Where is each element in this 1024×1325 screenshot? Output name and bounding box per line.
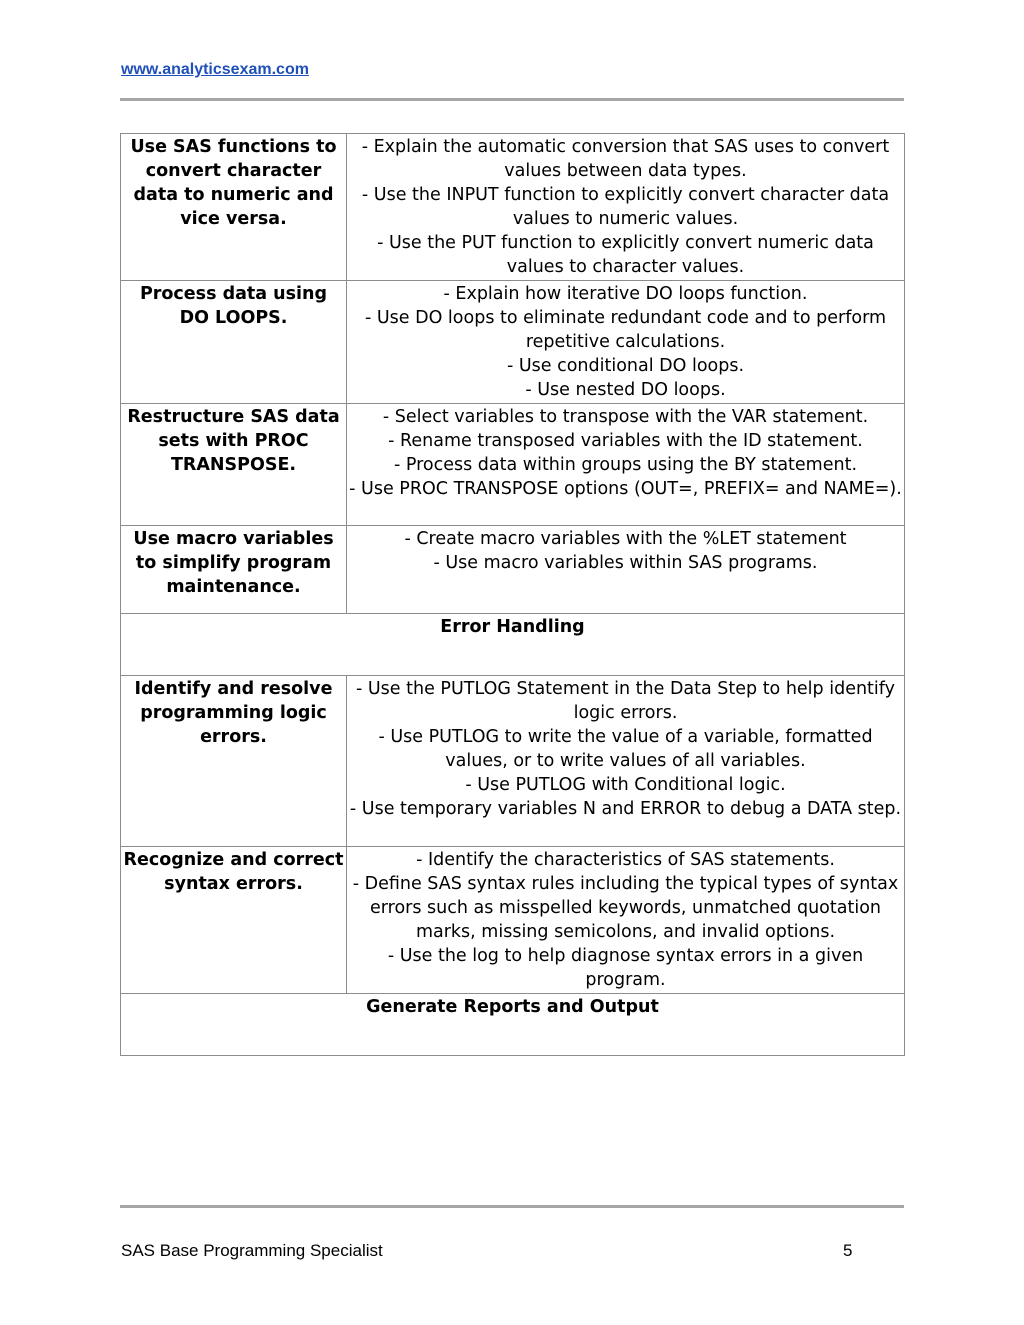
- topic-cell: Use macro variables to simplify program maintenance.: [121, 526, 347, 614]
- details-cell: [347, 404, 905, 526]
- exam-objectives-table: [120, 133, 905, 1056]
- details-cell: [347, 134, 905, 281]
- section-row: [121, 614, 905, 676]
- detail-item: - Create macro variables with the %LET statement: [404, 529, 847, 549]
- topic-cell: Recognize and correct syntax errors.: [121, 847, 347, 994]
- detail-item: - Define SAS syntax rules including the typical types of syntax errors such as misspelled keywords, unmatched quotation marks, missing semicolons, and invalid options.: [352, 874, 899, 942]
- detail-item: - Use the PUTLOG Statement in the Data Step to help identify logic errors.: [356, 679, 895, 723]
- detail-item: - Select variables to transpose with the VAR statement.: [382, 407, 869, 427]
- detail-item: - Use the PUT function to explicitly convert numeric data values to character values.: [377, 233, 874, 277]
- table-row: [121, 847, 905, 994]
- detail-item: - Use temporary variables N and ERROR to debug a DATA step.: [349, 799, 902, 819]
- detail-item: - Use conditional DO loops.: [506, 356, 745, 376]
- detail-item: - Explain how iterative DO loops function.: [443, 284, 808, 304]
- details-cell: [347, 847, 905, 994]
- detail-item: - Use PROC TRANSPOSE options (OUT=, PREFIX= and NAME=).: [349, 479, 902, 499]
- section-heading-reports: Generate Reports and Output: [121, 994, 905, 1056]
- website-link[interactable]: www.analyticsexam.com: [121, 61, 309, 78]
- detail-item: - Use the log to help diagnose syntax errors in a given program.: [387, 946, 864, 990]
- section-heading-error-handling: Error Handling: [121, 614, 905, 676]
- detail-item: - Use nested DO loops.: [525, 380, 726, 400]
- details-cell: [347, 676, 905, 847]
- footer-divider: [120, 1205, 904, 1208]
- detail-item: - Rename transposed variables with the ID statement.: [388, 431, 863, 451]
- topic-cell: Restructure SAS data sets with PROC TRANSPOSE.: [121, 404, 347, 526]
- detail-item: - Use DO loops to eliminate redundant code and to perform repetitive calculations.: [364, 308, 887, 352]
- table-row: [121, 526, 905, 614]
- table-row: [121, 676, 905, 847]
- detail-item: - Use PUTLOG with Conditional logic.: [465, 775, 786, 795]
- footer-title: SAS Base Programming Specialist: [121, 1241, 383, 1260]
- table-row: [121, 404, 905, 526]
- detail-item: - Use PUTLOG to write the value of a variable, formatted values, or to write values of all variables.: [378, 727, 873, 771]
- page-number: 5: [843, 1241, 853, 1260]
- section-row: [121, 994, 905, 1056]
- table-row: [121, 281, 905, 404]
- detail-item: - Use the INPUT function to explicitly convert character data values to numeric values.: [361, 185, 890, 229]
- detail-item: - Identify the characteristics of SAS statements.: [416, 850, 835, 870]
- topic-cell: Use SAS functions to convert character data to numeric and vice versa.: [121, 134, 347, 281]
- topic-cell: Identify and resolve programming logic errors.: [121, 676, 347, 847]
- details-cell: [347, 281, 905, 404]
- detail-item: - Explain the automatic conversion that SAS uses to convert values between data types.: [361, 137, 890, 181]
- details-cell: [347, 526, 905, 614]
- table-row: [121, 134, 905, 281]
- header-divider: [120, 98, 904, 101]
- detail-item: - Process data within groups using the BY statement.: [393, 455, 858, 475]
- detail-item: - Use macro variables within SAS programs.: [433, 553, 818, 573]
- topic-cell: Process data using DO LOOPS.: [121, 281, 347, 404]
